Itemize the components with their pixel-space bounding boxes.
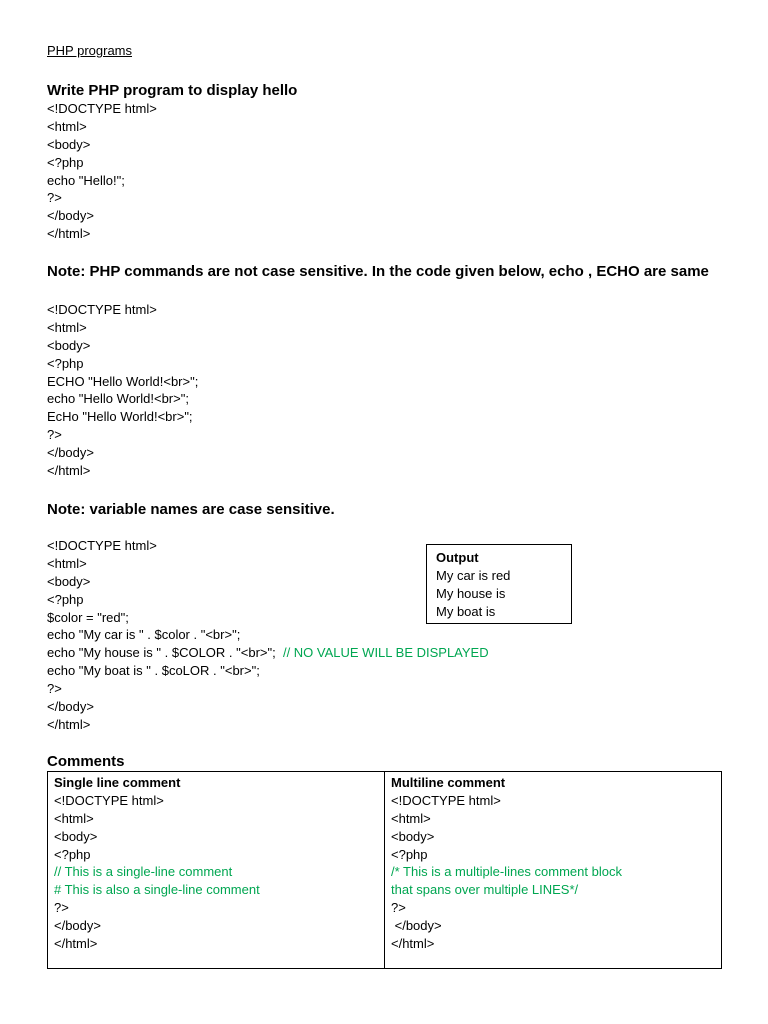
code-text: <?php [47,591,84,607]
code-text: <html> [47,555,87,571]
code-text: echo "My house is " . $COLOR . "<br>"; [47,645,283,661]
code-text: <body> [54,828,98,844]
code-text: $color = "red"; [47,609,129,625]
multiline-comment-column [385,772,721,968]
code-line [391,863,721,881]
code-line [54,810,384,828]
code-line [47,154,157,172]
code-text: </html> [391,936,435,952]
code-line [47,301,198,319]
code-line [47,537,489,555]
code-text: </body> [391,918,442,934]
code-line [47,172,157,190]
code-text: echo "Hello World!<br>"; [47,391,189,407]
output-line: My house is [436,586,506,601]
code-line [391,828,721,846]
code-line [47,319,198,337]
code-text: ?> [47,190,62,206]
output-line: My boat is [436,604,496,619]
code-line [47,390,198,408]
multiline-comment-code [391,792,721,953]
code-text: <html> [47,118,87,134]
code-line [47,100,157,118]
code-text: <?php [47,154,84,170]
code-line [47,609,489,627]
single-line-comment-title: Single line comment [54,775,181,790]
code-text: <!DOCTYPE html> [391,792,501,808]
code-text: EcHo "Hello World!<br>"; [47,409,193,425]
code-text: <!DOCTYPE html> [54,792,164,808]
code-text: <body> [47,573,91,589]
code-line [47,555,489,573]
code-line [391,917,721,935]
section-2-code [47,301,198,480]
code-line [47,408,198,426]
code-line [47,626,489,644]
output-line: My car is red [436,568,511,583]
code-comment: /* This is a multiple-lines comment block [391,864,622,880]
output-box [426,544,572,624]
code-text: </html> [47,226,91,242]
code-line [391,899,721,917]
code-text: echo "Hello!"; [47,172,125,188]
code-text: </body> [47,699,94,715]
code-line [54,846,384,864]
code-line [47,337,198,355]
code-text: <?php [391,846,428,862]
code-line [47,698,489,716]
code-line [54,792,384,810]
code-text: ECHO "Hello World!<br>"; [47,373,199,389]
code-text: <!DOCTYPE html> [47,302,157,317]
code-text: <html> [391,810,431,826]
code-text: <!DOCTYPE html> [47,101,157,116]
code-text: echo "My boat is " . $coLOR . "<br>"; [47,663,260,679]
code-text: <?php [54,846,91,862]
section-3-heading: Note: variable names are case sensitive. [47,501,335,518]
code-text: ?> [47,681,62,697]
comments-table [47,771,722,969]
code-line [47,644,489,662]
code-text: <body> [391,828,435,844]
code-line [391,792,721,810]
code-line [54,935,384,953]
code-text: </html> [47,463,91,479]
code-comment: // This is a single-line comment [54,864,233,880]
code-text: ?> [54,900,69,916]
multiline-comment-title: Multiline comment [391,775,506,790]
code-text: <html> [47,319,87,335]
comments-heading: Comments [47,753,125,770]
section-1-heading: Write PHP program to display hello [47,82,298,99]
code-text: ?> [391,900,406,916]
code-line [47,207,157,225]
code-text: </body> [47,208,94,224]
code-comment: that spans over multiple LINES*/ [391,882,579,898]
document-title: PHP programs [47,43,133,58]
code-text: <!DOCTYPE html> [47,538,157,553]
code-line [54,828,384,846]
section-2-heading: Note: PHP commands are not case sensitive. In the code given below, echo , ECHO are same [47,263,709,280]
code-text: <body> [47,337,91,353]
code-text: </html> [54,936,98,952]
output-title: Output [436,550,479,565]
code-line [47,225,157,243]
code-line [47,355,198,373]
code-text: </body> [47,445,94,461]
code-text: </html> [47,716,91,732]
code-line [391,810,721,828]
code-line [47,573,489,591]
code-text: <body> [47,136,91,152]
code-text: </body> [54,918,101,934]
code-line [54,881,384,899]
code-line [54,917,384,935]
code-comment: # This is also a single-line comment [54,882,260,898]
code-line [47,189,157,207]
code-line [54,863,384,881]
code-text: echo "My car is " . $color . "<br>"; [47,627,241,643]
code-line [47,426,198,444]
code-line [391,881,721,899]
single-line-comment-code [54,792,384,953]
code-line [47,373,198,391]
code-line [47,591,489,609]
code-line [47,118,157,136]
code-line [47,716,489,734]
code-line [47,136,157,154]
code-line [391,846,721,864]
code-line [47,662,489,680]
code-comment: // NO VALUE WILL BE DISPLAYED [282,645,489,661]
section-3-code [47,537,489,734]
code-line [47,444,198,462]
code-line [47,462,198,480]
code-text: <?php [47,355,84,371]
code-line [391,935,721,953]
code-line [54,899,384,917]
code-line [47,680,489,698]
code-text: ?> [47,427,62,443]
section-1-code [47,100,157,243]
single-line-comment-column [48,772,385,968]
code-text: <html> [54,810,94,826]
